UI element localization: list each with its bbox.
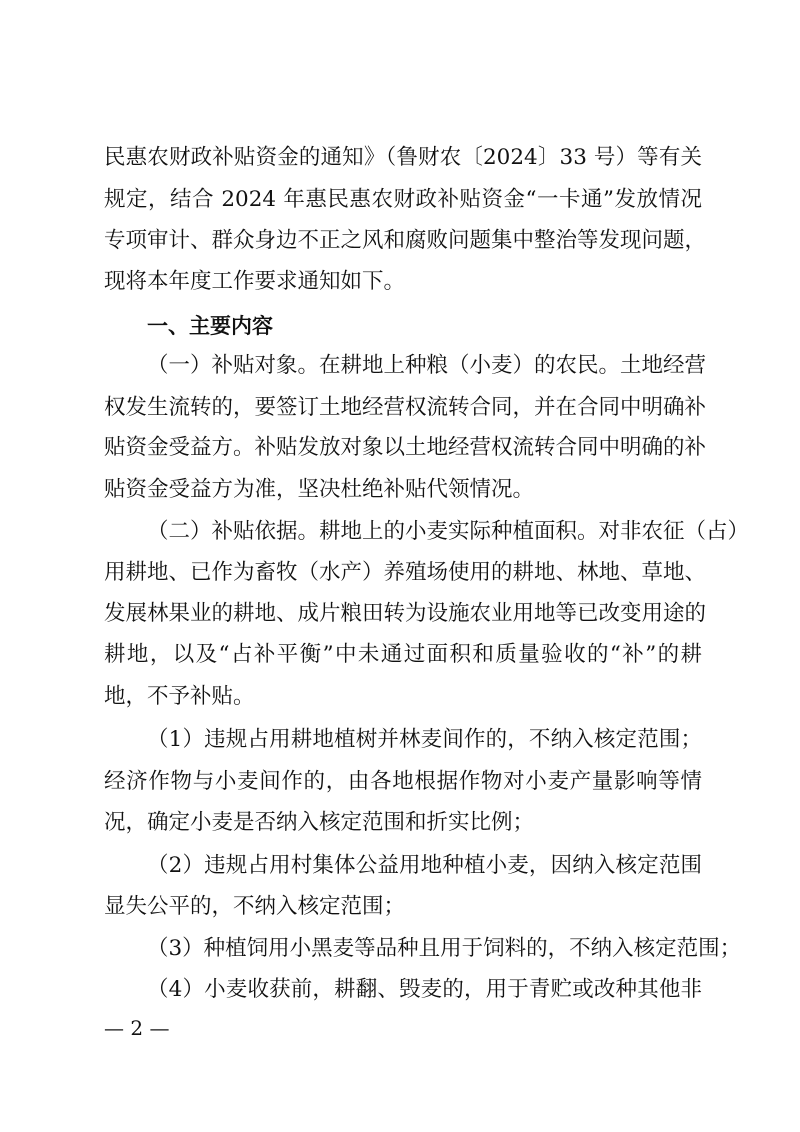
paragraph-line: 发展林果业的耕地、成片粮田转为设施农业用地等已改变用途的: [104, 601, 707, 626]
list-item-2-cont: 显失公平的，不纳入核定范围；: [104, 894, 406, 919]
list-item-1: （1）违规占用耕地植树并林麦间作的，不纳入核定范围；: [147, 727, 702, 752]
list-item-2: （2）违规占用村集体公益用地种植小麦，因纳入核定范围: [147, 853, 702, 878]
paragraph-line: 权发生流转的，要签订土地经营权流转合同，并在合同中明确补: [104, 395, 707, 420]
intro-line-3: 专项审计、群众身边不正之风和腐败问题集中整治等发现问题，: [104, 228, 707, 253]
intro-line-4: 现将本年度工作要求通知如下。: [104, 269, 406, 294]
page-number: — 2 —: [104, 1016, 170, 1040]
paragraph-line: 用耕地、已作为畜牧（水产）养殖场使用的耕地、林地、草地、: [104, 560, 707, 585]
section-heading: 一、主要内容: [147, 314, 273, 338]
list-item-1-cont: 况，确定小麦是否纳入核定范围和折实比例；: [104, 810, 535, 835]
list-item-1-cont: 经济作物与小麦间作的，由各地根据作物对小麦产量影响等情: [104, 769, 702, 794]
paragraph-line: 贴资金受益方。补贴发放对象以土地经营权流转合同中明确的补: [104, 435, 707, 460]
intro-line-2: 规定，结合 2024 年惠民惠农财政补贴资金“一卡通”发放情况: [104, 187, 702, 212]
intro-line-1: 民惠农财政补贴资金的通知》（鲁财农〔2024〕33 号）等有关: [104, 145, 702, 170]
paragraph-line: 贴资金受益方为准，坚决杜绝补贴代领情况。: [104, 477, 535, 502]
paragraph-line: （二）补贴依据。耕地上的小麦实际种植面积。对非农征（占）: [147, 519, 750, 544]
paragraph-line: 地，不予补贴。: [104, 684, 255, 709]
paragraph-line: 耕地，以及“占补平衡”中未通过面积和质量验收的“补”的耕: [104, 642, 702, 667]
list-item-4: （4）小麦收获前，耕翻、毁麦的，用于青贮或改种其他非: [147, 977, 702, 1002]
list-item-3: （3）种植饲用小黑麦等品种且用于饲料的，不纳入核定范围；: [147, 936, 742, 961]
paragraph-line: （一）补贴对象。在耕地上种粮（小麦）的农民。土地经营: [147, 353, 707, 378]
